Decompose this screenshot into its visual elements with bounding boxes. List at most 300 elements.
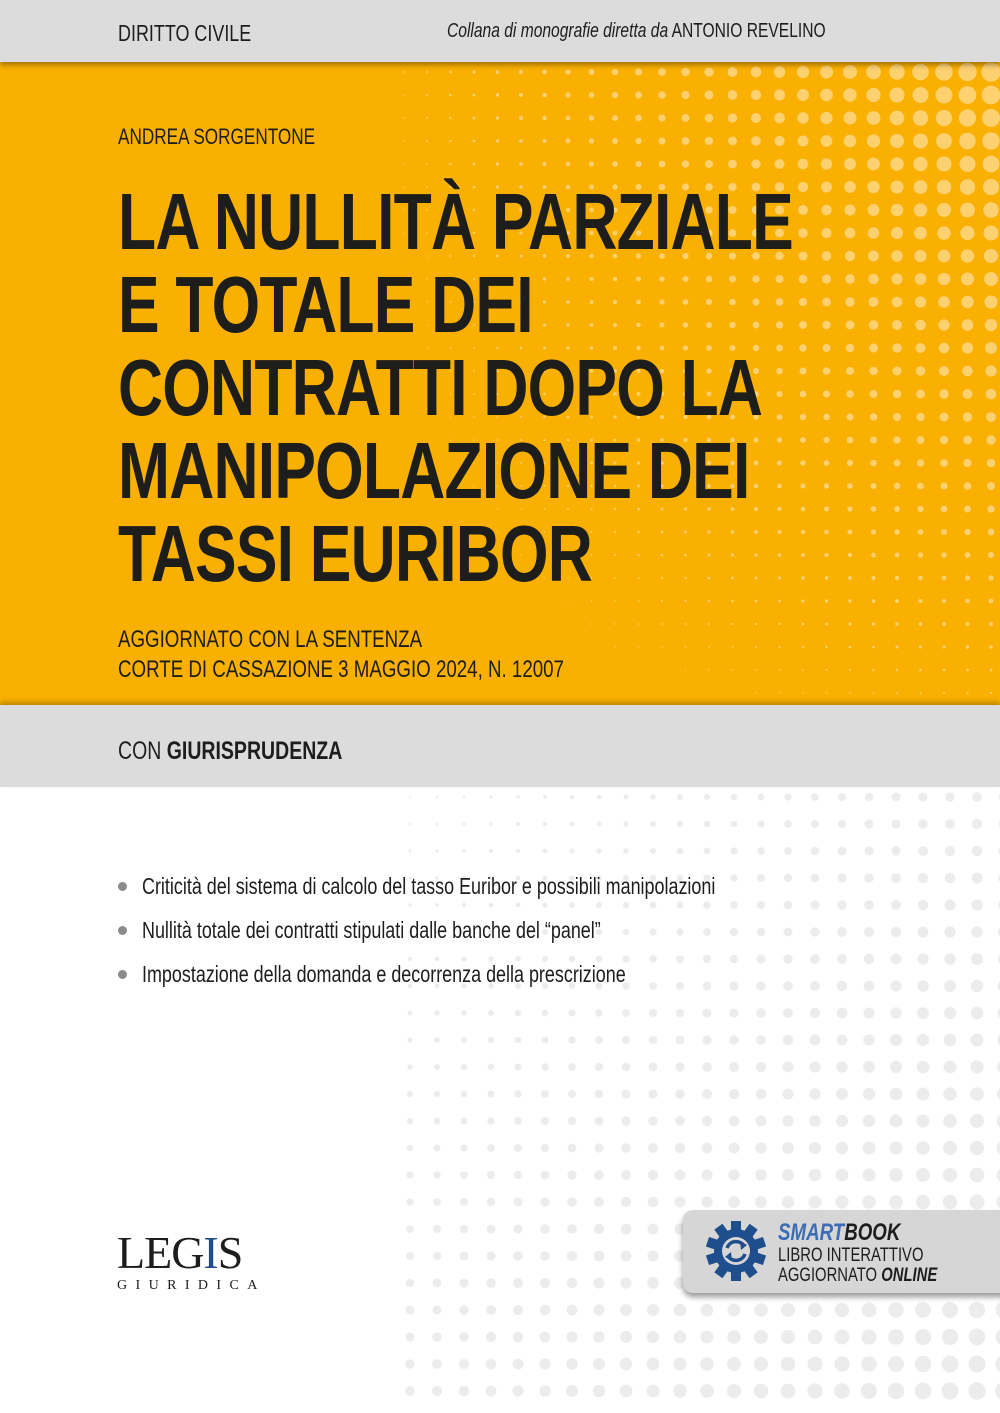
halftone-dot — [942, 622, 946, 626]
halftone-dot — [916, 1141, 930, 1155]
halftone-dot — [808, 1303, 822, 1317]
halftone-dot — [513, 1332, 523, 1342]
halftone-dot — [756, 1008, 766, 1018]
halftone-dot — [943, 692, 945, 694]
halftone-dot — [774, 89, 785, 100]
halftone-dot — [434, 1118, 441, 1125]
halftone-dot — [705, 137, 713, 145]
halftone-dot — [496, 116, 499, 119]
logo-subtitle: GIURIDICA — [117, 1278, 266, 1293]
smartbook-line: LIBRO INTERATTIVO — [778, 1245, 924, 1266]
halftone-dot — [676, 1009, 685, 1018]
halftone-dot — [809, 1115, 821, 1127]
halftone-dot — [844, 135, 857, 148]
halftone-dot — [568, 1036, 575, 1043]
halftone-dot — [473, 117, 476, 120]
halftone-dot — [983, 156, 1000, 173]
halftone-dot — [435, 849, 438, 852]
halftone-dot — [487, 1198, 495, 1206]
halftone-dot — [918, 792, 927, 801]
halftone-dot — [708, 623, 710, 625]
halftone-dot — [936, 156, 951, 171]
halftone-dot — [866, 88, 880, 102]
halftone-dot — [486, 1386, 497, 1397]
title-line: MANIPOLAZIONE DEI — [118, 426, 750, 515]
halftone-dot — [968, 1355, 985, 1372]
halftone-dot — [872, 622, 875, 625]
halftone-dot — [920, 692, 922, 694]
halftone-dot — [702, 1062, 712, 1072]
halftone-dot — [702, 1035, 711, 1044]
halftone-dot — [982, 132, 999, 149]
halftone-dot — [543, 822, 547, 826]
halftone-dot — [862, 1168, 875, 1181]
halftone-dot — [708, 669, 709, 670]
halftone-dot — [889, 1195, 903, 1209]
halftone-dot — [942, 599, 946, 603]
halftone-dot — [595, 1063, 603, 1071]
halftone-dot — [890, 1115, 903, 1128]
halftone-dot — [403, 163, 404, 164]
halftone-dot — [434, 1064, 440, 1070]
halftone-dot — [896, 646, 899, 649]
halftone-dot — [650, 794, 655, 799]
halftone-dot — [589, 161, 594, 166]
halftone-dot — [960, 156, 976, 172]
halftone-dot — [513, 1305, 523, 1315]
title-line: E TOTALE DEI — [118, 260, 533, 349]
halftone-dot — [570, 822, 575, 827]
halftone-dot — [594, 1197, 604, 1207]
halftone-dot — [542, 139, 546, 143]
book-word: BOOK — [844, 1219, 901, 1246]
halftone-dot — [943, 1195, 958, 1210]
halftone-dot — [407, 1091, 413, 1097]
halftone-dot — [487, 1117, 494, 1124]
halftone-dot — [674, 1304, 686, 1316]
halftone-dot — [566, 139, 571, 144]
halftone-dot — [826, 692, 828, 694]
halftone-dot — [659, 161, 666, 168]
halftone-dot — [891, 927, 901, 937]
halftone-dot — [596, 821, 601, 826]
band-label — [118, 737, 342, 766]
halftone-dot — [809, 1142, 821, 1154]
halftone-dot — [675, 1062, 684, 1071]
halftone-dot — [802, 692, 803, 693]
halftone-dot — [995, 1328, 1000, 1345]
halftone-dot — [496, 70, 500, 74]
halftone-dot — [449, 140, 451, 142]
halftone-dot — [731, 821, 738, 828]
halftone-dot — [589, 115, 595, 121]
halftone-dot — [449, 117, 451, 119]
halftone-dot — [541, 1171, 550, 1180]
smartbook-badge — [683, 1210, 1000, 1293]
halftone-dot — [542, 70, 547, 75]
halftone-dot — [729, 1035, 739, 1045]
halftone-dot — [755, 600, 758, 603]
halftone-dot — [646, 1384, 659, 1397]
halftone-dot — [802, 669, 804, 671]
halftone-dot — [867, 134, 880, 147]
halftone-dot — [673, 1384, 686, 1397]
halftone-dot — [621, 1197, 631, 1207]
halftone-dot — [912, 64, 929, 81]
halftone-dot — [872, 599, 876, 603]
halftone-dot — [649, 1063, 658, 1072]
bullet-icon — [118, 882, 127, 891]
halftone-dot — [782, 1142, 794, 1154]
halftone-dot — [959, 109, 976, 126]
halftone-dot — [966, 669, 969, 672]
halftone-dot — [820, 65, 833, 78]
halftone-dot — [407, 1145, 414, 1152]
halftone-dot — [730, 847, 737, 854]
halftone-dot — [409, 850, 412, 853]
halftone-dot — [591, 600, 592, 601]
halftone-dot — [515, 1010, 521, 1016]
halftone-dot — [519, 93, 523, 97]
halftone-dot — [984, 272, 998, 286]
halftone-dot — [407, 1118, 413, 1124]
halftone-dot — [945, 873, 955, 883]
halftone-dot — [540, 1278, 550, 1288]
halftone-dot — [677, 848, 683, 854]
halftone-dot — [778, 600, 781, 603]
halftone-dot — [988, 552, 994, 558]
halftone-dot — [917, 980, 928, 991]
halftone-dot — [705, 160, 713, 168]
halftone-dot — [541, 1144, 549, 1152]
halftone-dot — [774, 66, 786, 78]
halftone-dot — [542, 1010, 549, 1017]
halftone-dot — [915, 1383, 932, 1400]
halftone-dot — [942, 1329, 958, 1345]
halftone-dot — [540, 1224, 549, 1233]
halftone-dot — [986, 412, 996, 422]
halftone-dot — [779, 669, 781, 671]
halftone-dot — [702, 1170, 713, 1181]
halftone-dot — [661, 600, 663, 602]
halftone-dot — [918, 900, 928, 910]
halftone-dot — [459, 1332, 469, 1342]
halftone-dot — [862, 1195, 876, 1209]
halftone-dot — [942, 1356, 959, 1373]
halftone-dot — [595, 1090, 603, 1098]
halftone-dot — [917, 953, 928, 964]
halftone-dot — [596, 848, 601, 853]
halftone-dot — [889, 87, 904, 102]
halftone-dot — [781, 1330, 795, 1344]
halftone-dot — [971, 953, 983, 965]
halftone-dot — [460, 1144, 467, 1151]
halftone-dot — [682, 114, 690, 122]
halftone-dot — [919, 669, 922, 672]
halftone-dot — [487, 1225, 496, 1234]
halftone-dot — [407, 1172, 414, 1179]
halftone-dot — [970, 1195, 985, 1210]
halftone-dot — [861, 1329, 876, 1344]
title-panel — [0, 62, 1000, 705]
halftone-dot — [782, 1169, 794, 1181]
halftone-dot — [863, 1061, 875, 1073]
halftone-dot — [861, 1383, 877, 1399]
halftone-dot — [751, 113, 761, 123]
halftone-dot — [648, 1143, 658, 1153]
halftone-dot — [968, 1382, 985, 1399]
halftone-dot — [942, 645, 945, 648]
halftone-dot — [496, 93, 499, 96]
halftone-dot — [731, 794, 738, 801]
halftone-dot — [836, 1088, 848, 1100]
publisher-logo — [117, 1227, 282, 1294]
halftone-dot — [434, 1010, 439, 1015]
halftone-dot — [843, 88, 856, 101]
halftone-dot — [757, 847, 765, 855]
halftone-dot — [872, 646, 875, 649]
halftone-dot — [593, 1304, 604, 1315]
halftone-dot — [971, 1007, 984, 1020]
halftone-dot — [838, 820, 846, 828]
halftone-dot — [702, 1089, 712, 1099]
halftone-dot — [486, 1278, 495, 1287]
halftone-dot — [681, 91, 689, 99]
halftone-dot — [612, 69, 619, 76]
halftone-dot — [516, 795, 520, 799]
halftone-dot — [889, 1141, 902, 1154]
halftone-dot — [621, 1170, 631, 1180]
halftone-dot — [986, 389, 997, 400]
halftone-dot — [489, 822, 493, 826]
halftone-dot — [623, 848, 629, 854]
halftone-dot — [434, 1145, 441, 1152]
halftone-dot — [567, 1224, 577, 1234]
halftone-dot — [890, 134, 904, 148]
halftone-dot — [612, 115, 618, 121]
halftone-dot — [751, 159, 760, 168]
halftone-dot — [682, 137, 690, 145]
halftone-dot — [459, 1359, 469, 1369]
halftone-dot — [890, 1007, 901, 1018]
halftone-dot — [682, 160, 689, 167]
halftone-dot — [512, 1385, 523, 1396]
halftone-dot — [835, 1303, 850, 1318]
halftone-dot — [863, 1115, 875, 1127]
halftone-dot — [944, 926, 955, 937]
halftone-dot — [918, 819, 927, 828]
halftone-dot — [728, 136, 737, 145]
halftone-dot — [449, 94, 451, 96]
halftone-dot — [621, 1143, 631, 1153]
halftone-dot — [754, 1330, 768, 1344]
halftone-dot — [970, 1060, 983, 1073]
halftone-dot — [541, 1117, 549, 1125]
halftone-dot — [436, 796, 438, 798]
halftone-dot — [589, 138, 594, 143]
halftone-dot — [888, 1302, 903, 1317]
halftone-dot — [958, 63, 976, 81]
halftone-dot — [751, 90, 761, 100]
halftone-dot — [540, 1251, 550, 1261]
halftone-dot — [650, 821, 656, 827]
halftone-dot — [809, 1061, 820, 1072]
halftone-dot — [621, 1116, 630, 1125]
halftone-dot — [461, 1091, 468, 1098]
halftone-dot — [989, 645, 993, 649]
halftone-dot — [700, 1384, 714, 1398]
halftone-dot — [622, 1036, 630, 1044]
halftone-dot — [751, 67, 762, 78]
halftone-dot — [945, 792, 954, 801]
halftone-dot — [755, 1196, 767, 1208]
halftone-dot — [835, 1195, 848, 1208]
halftone-dot — [403, 94, 405, 96]
halftone-dot — [835, 1330, 850, 1345]
halftone-dot — [426, 71, 428, 73]
halftone-dot — [728, 90, 738, 100]
halftone-dot — [732, 669, 734, 671]
list-item — [118, 864, 877, 908]
halftone-dot — [945, 846, 955, 856]
halftone-dot — [970, 1141, 984, 1155]
halftone-dot — [597, 795, 602, 800]
halftone-dot — [708, 646, 710, 648]
halftone-dot — [489, 795, 492, 798]
halftone-dot — [514, 1171, 522, 1179]
halftone-dot — [461, 1037, 467, 1043]
halftone-dot — [988, 575, 993, 580]
gear-refresh-icon — [705, 1220, 767, 1282]
halftone-dot — [757, 820, 764, 827]
halftone-dot — [514, 1144, 522, 1152]
halftone-dot — [677, 821, 683, 827]
halftone-dot — [434, 1037, 440, 1043]
halftone-dot — [403, 140, 404, 141]
halftone-dot — [648, 1170, 658, 1180]
halftone-dot — [462, 849, 466, 853]
halftone-dot — [409, 823, 411, 825]
halftone-dot — [774, 136, 784, 146]
halftone-dot — [487, 1144, 495, 1152]
halftone-dot — [406, 1279, 414, 1287]
halftone-dot — [403, 71, 405, 73]
halftone-dot — [593, 1331, 605, 1343]
halftone-dot — [989, 622, 993, 626]
halftone-dot — [889, 1168, 903, 1182]
subtitle-line: AGGIORNATO CON LA SENTENZA — [118, 626, 423, 653]
halftone-dot — [648, 1197, 659, 1208]
halftone-dot — [798, 159, 809, 170]
halftone-dot — [407, 1037, 412, 1042]
halftone-dot — [970, 1114, 984, 1128]
halftone-dot — [754, 1357, 768, 1371]
halftone-dot — [755, 1115, 766, 1126]
halftone-dot — [568, 1009, 575, 1016]
title-line: LA NULLITÀ PARZIALE — [118, 177, 793, 266]
halftone-dot — [837, 1008, 848, 1019]
halftone-dot — [995, 1355, 1000, 1372]
halftone-dot — [849, 646, 852, 649]
subtitle — [118, 625, 690, 685]
halftone-dot — [622, 1009, 630, 1017]
halftone-dot — [496, 162, 499, 165]
smartbook-text — [778, 1220, 982, 1286]
halftone-dot — [621, 1251, 632, 1262]
giurisprudenza-band — [0, 705, 1000, 787]
halftone-dot — [595, 1036, 603, 1044]
halftone-dot — [513, 1359, 524, 1370]
halftone-dot — [918, 846, 928, 856]
halftone-dot — [540, 1332, 551, 1343]
halftone-dot — [982, 86, 1000, 105]
halftone-dot — [810, 1008, 820, 1018]
halftone-dot — [589, 69, 595, 75]
halftone-dot — [649, 1036, 658, 1045]
halftone-dot — [896, 692, 898, 694]
halftone-dot — [996, 1302, 1000, 1319]
halftone-dot — [589, 92, 595, 98]
halftone-dot — [519, 116, 523, 120]
halftone-dot — [758, 794, 765, 801]
halftone-dot — [990, 669, 993, 672]
halftone-dot — [488, 1010, 494, 1016]
smart-word: SMART — [778, 1219, 845, 1246]
halftone-dot — [635, 138, 641, 144]
halftone-dot — [406, 1198, 413, 1205]
halftone-dot — [836, 1115, 848, 1127]
halftone-dot — [426, 163, 428, 165]
halftone-dot — [542, 116, 546, 120]
halftone-dot — [516, 849, 520, 853]
halftone-dot — [944, 1034, 957, 1047]
halftone-dot — [781, 1303, 795, 1317]
halftone-dot — [945, 900, 956, 911]
halftone-dot — [729, 1089, 739, 1099]
halftone-dot — [566, 1331, 577, 1342]
halftone-dot — [647, 1250, 658, 1261]
bullet-text: Nullità totale dei contratti stipulati dalle banche del “panel” — [142, 916, 601, 943]
halftone-dot — [966, 622, 970, 626]
halftone-dot — [990, 692, 992, 694]
halftone-dot — [784, 820, 792, 828]
bullet-icon — [118, 926, 127, 935]
halftone-dot — [620, 1331, 632, 1343]
halftone-dot — [944, 1061, 957, 1074]
halftone-dot — [635, 115, 642, 122]
halftone-dot — [460, 1225, 468, 1233]
halftone-dot — [996, 1194, 1000, 1209]
bullet-icon — [118, 970, 127, 979]
halftone-dot — [985, 342, 997, 354]
halftone-dot — [486, 1305, 496, 1315]
halftone-dot — [426, 117, 428, 119]
halftone-dot — [848, 599, 851, 602]
halftone-dot — [568, 1117, 576, 1125]
halftone-dot — [801, 599, 804, 602]
halftone-dot — [513, 1278, 523, 1288]
halftone-dot — [488, 1037, 494, 1043]
halftone-dot — [866, 65, 881, 80]
halftone-dot — [488, 1064, 495, 1071]
halftone-dot — [541, 1036, 548, 1043]
halftone-dot — [782, 1115, 793, 1126]
halftone-dot — [843, 111, 856, 124]
halftone-dot — [727, 1303, 740, 1316]
halftone-dot — [473, 94, 476, 97]
halftone-dot — [836, 1034, 847, 1045]
halftone-dot — [873, 692, 875, 694]
